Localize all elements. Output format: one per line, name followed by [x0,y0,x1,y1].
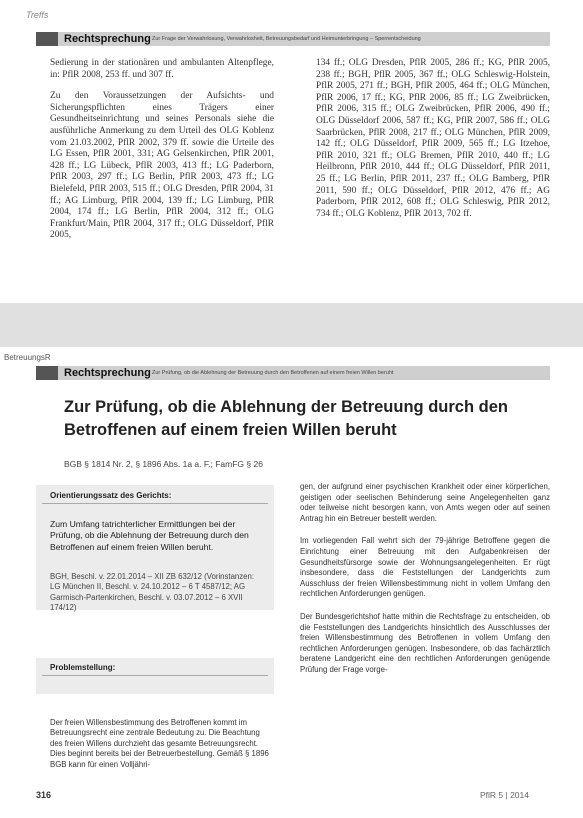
top-right-column [316,58,550,230]
section-label-article: BetreuungsR [4,353,51,362]
problem-text: Der freien Willensbestimmung des Betroffenen kommt im Betreuungsrecht eine zentrale Bedeutung zu. Die Beachtung des freien Willens durchzieht das gesamte Betreuungsrecht. Dies beginnt bereits bei der Betreuerbestellung. Gemäß § 1896 BGB kann für einen Volljähri- [50,718,269,769]
top-left-column [50,58,274,252]
law-references: BGB § 1814 Nr. 2, § 1896 Abs. 1a a. F.; FamFG § 26 [64,459,263,469]
article-paragraph: gen, der aufgrund einer psychischen Krankheit oder einer körperlichen, geistigen oder seelischen Behinderung seine Angelegenheiten ganz oder teilweise nicht besorgen kann, von Amts wegen oder auf seinen Antrag hin ein Betreuer bestellt werden. [300,482,550,523]
header-square-article [36,366,58,380]
article-paragraph: Im vorliegenden Fall wehrt sich der 79-jährige Betroffene gegen die Einrichtung einer Betreuung mit den Aufgabenkreisen der Gesundheitsfürsorge sowie der Wohnungsangelegenheiten. Er rügt insbesondere, dass die Feststellungen der Landgerichts zum Ausschluss der freien Willensbestimmung nicht in vollem Umfang den rechtlichen Anforderungen genügen. [300,536,550,599]
journal-issue: PflR 5 | 2014 [480,790,529,800]
guiding-principle-heading: Orientierungssatz des Gerichts: [50,491,172,500]
header-subtitle-top: Zur Frage der Verwahrlosung, Verwahrlosheit, Betreuungsbedarf und Heimunterbringung – Sperrentscheidung [152,36,421,42]
page-number: 316 [36,790,52,800]
divider [42,503,268,504]
article-paragraph: Der Bundesgerichtshof hatte mithin die Rechtsfrage zu entscheiden, ob die Feststellungen des Landgerichts hinsichtlich des Ausschlusses der freien Willensbestimmung des Betroffenen in vollem Umfang den rechtlichen Anforderungen genügen. Insbesondere, ob das fachärztlich beratene Landgericht eine den rechtlichen Anforderungen genügende Prüfung der Frage vorge- [300,611,550,674]
top-left-paragraph: Sedierung in der stationären und ambulanten Altenpflege, in: PflR 2008, 253 ff. und 307 ff. [50,58,274,80]
top-right-paragraph: 134 ff.; OLG Dresden, PflR 2005, 286 ff.; KG, PflR 2005, 238 ff.; BGH, PflR 2005, 367 ff.; OLG Schleswig-Holstein, PflR 2005, 271 ff.; BGH, PflR 2005, 464 ff.; OLG München, PflR 2006, 17 ff.; KG, PflR 2006, 85 ff.; LG Zweibrücken, PflR 2006, 315 ff.; OLG Zweibrücken, PflR 2006, 490 ff.; OLG Düsseldorf 2006, 587 ff.; KG, PflR 2007, 586 ff.; OLG Saarbrücken, PflR 2008, 217 ff.; OLG München, PflR 2009, 142 ff.; OLG Düsseldorf, PflR 2009, 565 ff.; LG Itzehoe, PflR 2010, 321 ff.; OLG Bremen, PflR 2010, 440 ff.; LG Heilbronn, PflR 2010, 444 ff.; OLG Düsseldorf, PflR 2011, 25 ff.; LG Berlin, PflR 2011, 237 ff.; OLG Bamberg, PflR 2011, 590 ff.; OLG Düsseldorf, PflR 2012, 476 ff.; AG Paderborn, PflR 2012, 608 ff.; OLG Schleswig, PflR 2012, 734 ff.; OLG Koblenz, PflR 2013, 702 ff. [316,58,550,219]
top-left-paragraph: Zu den Voraussetzungen der Aufsichts- und Sicherungspflichten eines Trägers einer Gesundheitseinrichtung und seines Personals siehe die ausführliche Anmerkung zu dem Urteil des OLG Koblenz vom 21.03.2002, PflR 2002, 379 ff. sowie die Urteile des LG Essen, PflR 2001, 331; AG Gelsenkirchen, PflR 2001, 428 ff.; LG Lübeck, PflR 2003, 413 ff.; LG Paderborn, PflR 2003, 297 ff.; LG Berlin, PflR 2003, 473 ff.; LG Bielefeld, PflR 2003, 515 ff.; OLG Dresden, PflR 2004, 31 ff.; AG Limburg, PflR 2004, 139 ff.; LG Limburg, PflR 2004, 174 ff.; LG Berlin, PflR 2004, 312 ff.; OLG Frankfurt/Main, PflR 2004, 317 ff.; OLG Düsseldorf, PflR 2005, [50,91,274,241]
divider [42,675,268,676]
article-title: Zur Prüfung, ob die Ablehnung der Betreuung durch den Betroffenen auf einem freien Willen beruht [64,398,508,439]
section-label-top: Treffs [26,10,49,20]
article-right-column [300,482,550,688]
problem-heading: Problemstellung: [50,663,116,672]
header-title-article: Rechtsprechung [64,367,151,379]
court-citation: BGH, Beschl. v. 22.01.2014 – XII ZB 632/12 (Vorinstanzen: LG München II, Beschl. v. 24.10.2012 – 6 T 4587/12; AG Garmisch-Partenkirchen, Beschl. v. 03.07.2012 – 6 XVII 174/12) [50,572,254,613]
guiding-principle-text: Zum Umfang tatrichterlicher Ermittlungen bei der Prüfung, ob die Ablehnung der Betreuung durch den Betroffenen auf einem freien Willen beruht. [50,519,249,552]
header-subtitle-article: Zur Prüfung, ob die Ablehnung der Betreuung durch den Betroffenen auf einem freien Willen beruht [152,370,394,376]
header-square-top [36,32,58,46]
header-title-top: Rechtsprechung [64,33,151,45]
gray-band [0,303,583,347]
